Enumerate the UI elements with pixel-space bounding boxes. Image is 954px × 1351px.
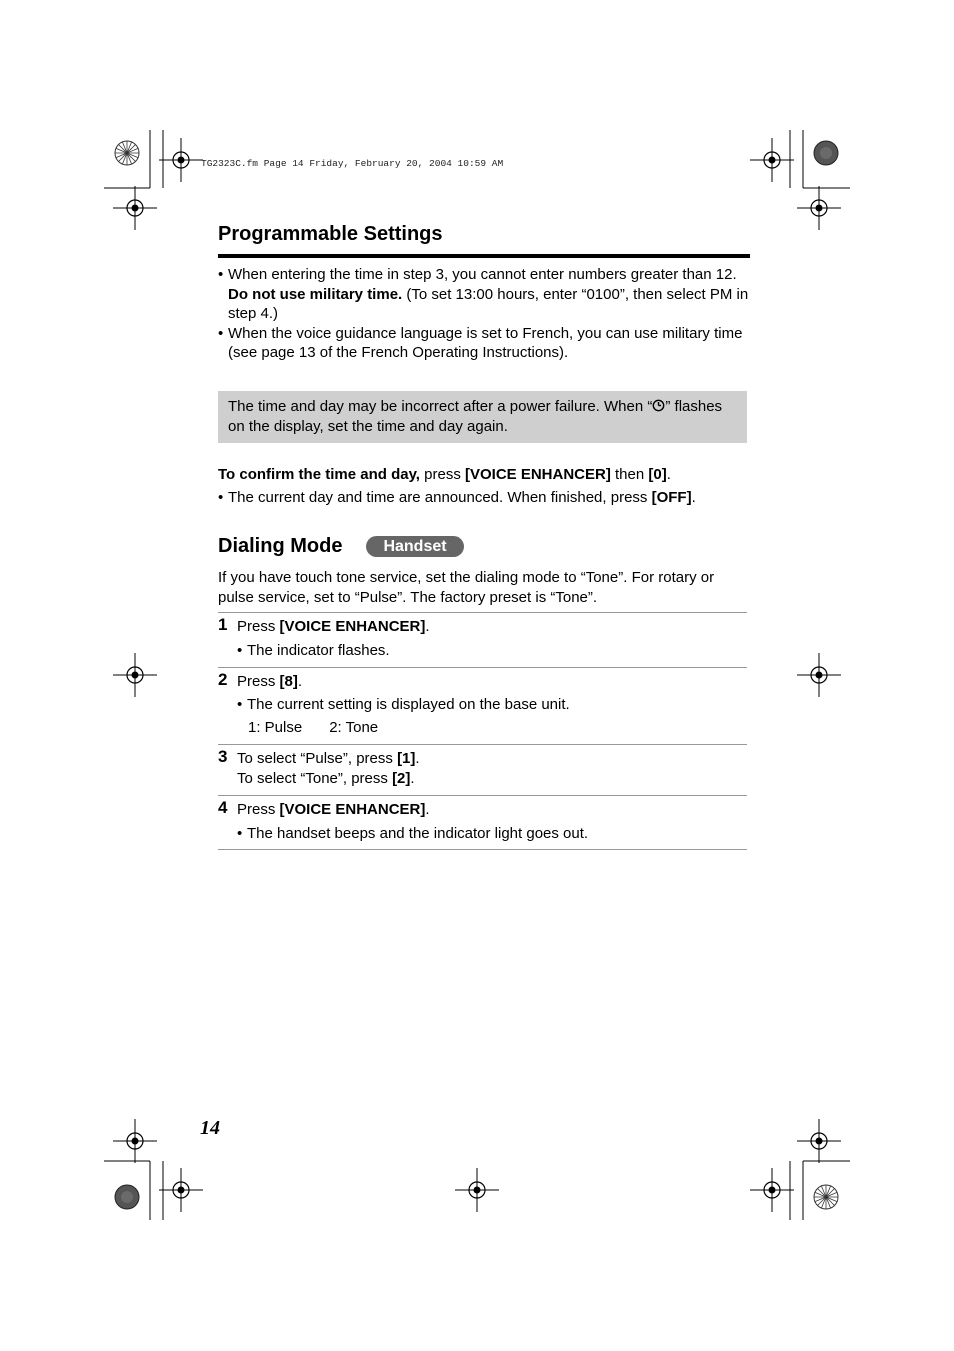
step-divider bbox=[218, 795, 747, 796]
file-header-info: TG2323C.fm Page 14 Friday, February 20, 2004 10:59 AM bbox=[201, 158, 504, 169]
step-1-text: Press [VOICE ENHANCER]. • The indicator flashes. bbox=[237, 617, 430, 660]
option-tone: 2: Tone bbox=[329, 719, 379, 736]
dialing-mode-intro: If you have touch tone service, set the dialing mode to “Tone”. For rotary or pulse service, set to “Pulse”. The factory preset is “Tone”. bbox=[218, 569, 715, 606]
bullet-announced: • The current day and time are announced. When finished, press [OFF]. bbox=[218, 488, 750, 508]
step-number: 4 bbox=[218, 798, 228, 817]
step-number: 3 bbox=[218, 747, 228, 766]
section-title-programmable-settings: Programmable Settings bbox=[218, 223, 443, 245]
title-rule bbox=[218, 254, 750, 258]
page-number: 14 bbox=[200, 1117, 220, 1139]
confirm-time-instruction bbox=[218, 465, 750, 507]
power-failure-note bbox=[218, 391, 747, 443]
bullet-military-time: • When entering the time in step 3, you cannot enter numbers greater than 12. Do not use military time. (To set 13:00 hours, enter “0100”, then select PM in step 4.) bbox=[218, 265, 750, 324]
step-1-sub: • The indicator flashes. bbox=[237, 641, 430, 661]
step-divider bbox=[218, 849, 747, 850]
military-time-bullets bbox=[218, 265, 750, 363]
bullet-french-military: • When the voice guidance language is set to French, you can use military time (see page 13 of the French Operating Instructions). bbox=[218, 324, 750, 363]
step-2-text: Press [8]. • The current setting is displayed on the base unit. 1: Pulse 2: Tone bbox=[237, 672, 570, 738]
step-number: 1 bbox=[218, 615, 228, 634]
step-divider bbox=[218, 744, 747, 745]
step-divider bbox=[218, 667, 747, 668]
confirm-line: To confirm the time and day, press [VOICE ENHANCER] then [0]. bbox=[218, 466, 671, 483]
step-divider bbox=[218, 612, 747, 613]
step-number: 2 bbox=[218, 670, 228, 689]
option-pulse: 1: Pulse bbox=[248, 719, 303, 736]
step-2-options bbox=[237, 718, 570, 738]
section-title-dialing-mode: Dialing Mode bbox=[218, 535, 343, 557]
handset-badge: Handset bbox=[366, 536, 464, 557]
power-failure-note-text: The time and day may be incorrect after a power failure. When “ ” flashes on the display, set the time and day again. bbox=[228, 398, 723, 435]
step-3-text: To select “Pulse”, press [1]. To select “Tone”, press [2]. bbox=[237, 750, 420, 787]
clock-icon bbox=[652, 399, 665, 412]
step-4-text: Press [VOICE ENHANCER]. • The handset beeps and the indicator light goes out. bbox=[237, 800, 588, 843]
step-4-sub: • The handset beeps and the indicator light goes out. bbox=[237, 824, 588, 844]
step-2-sub: • The current setting is displayed on the base unit. bbox=[237, 695, 570, 715]
